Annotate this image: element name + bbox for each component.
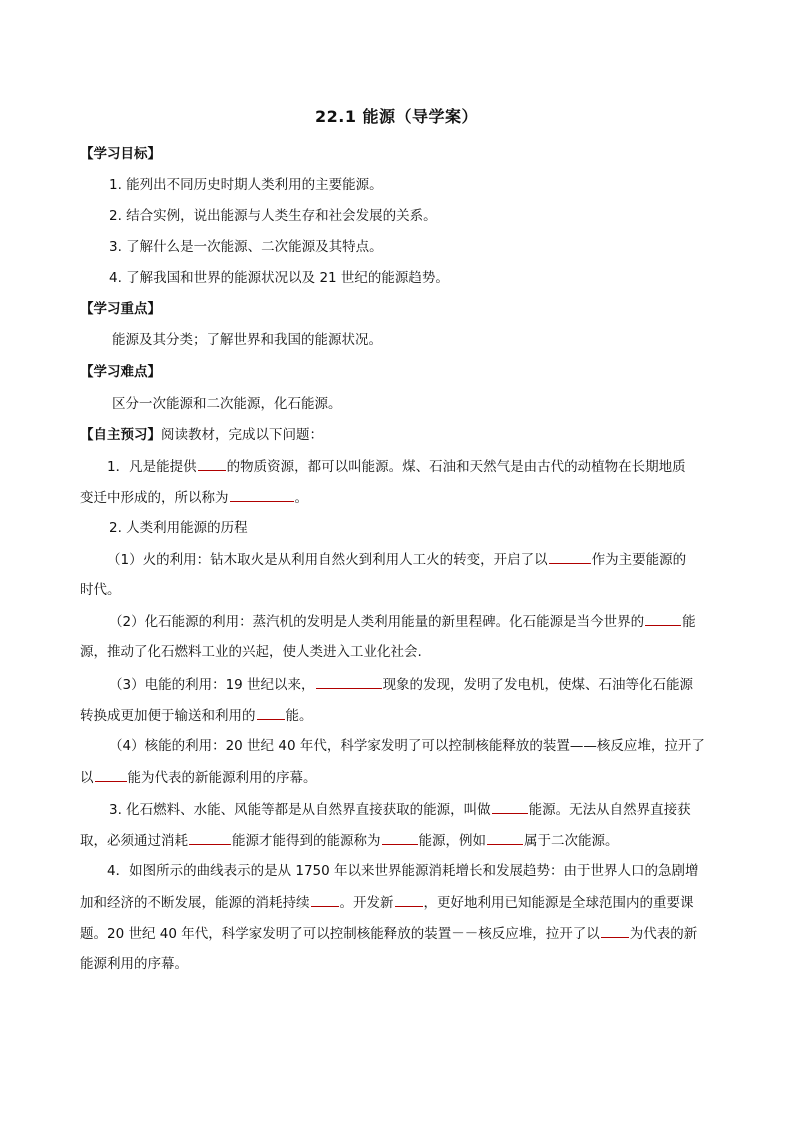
- nuclear-line-2: [80, 767, 317, 788]
- electric-line-2: [80, 705, 313, 726]
- q4-text: 为代表的新: [629, 926, 698, 942]
- question-3-line-1: [109, 799, 691, 820]
- answer-blank[interactable]: [492, 799, 528, 814]
- difficulty-text: 区分一次能源和二次能源，化石能源。: [112, 396, 342, 412]
- q1-text: 1．凡是能提供: [107, 459, 197, 475]
- difficulty-heading: 【学习难点】: [80, 364, 161, 380]
- answer-blank[interactable]: [230, 487, 294, 502]
- fire-text: （1）火的利用：钻木取火是从利用自然火到利用人工火的转变，开启了以: [107, 552, 548, 568]
- question-1-line-2: [80, 487, 308, 508]
- fossil-text: 能: [682, 614, 696, 630]
- answer-blank[interactable]: [487, 830, 523, 845]
- q3-text: 能源才能得到的能源称为: [232, 833, 381, 849]
- nuclear-text: 能为代表的新能源利用的序幕。: [127, 770, 317, 786]
- electric-line-1: [109, 674, 693, 695]
- answer-blank[interactable]: [645, 611, 681, 626]
- question-2-title: 2. 人类利用能源的历程: [109, 520, 248, 536]
- goal-item: 1. 能列出不同历史时期人类利用的主要能源。: [109, 177, 383, 193]
- fossil-line-1: [109, 611, 696, 632]
- q4-text: ，更好地利用已知能源是全球范围内的重要课: [423, 895, 694, 911]
- question-4-line-1: 4．如图所示的曲线表示的是从 1750 年以来世界能源消耗增长和发展趋势：由于世界人口的急剧增: [107, 863, 699, 879]
- answer-blank[interactable]: [395, 892, 423, 907]
- answer-blank[interactable]: [316, 674, 382, 689]
- fossil-line-2: 源，推动了化石燃料工业的兴起，使人类进入工业化社会.: [80, 644, 422, 660]
- preview-header: [80, 425, 323, 445]
- preview-heading: 【自主预习】: [80, 427, 161, 443]
- answer-blank[interactable]: [311, 892, 339, 907]
- answer-blank[interactable]: [198, 456, 226, 471]
- fossil-text: （2）化石能源的利用：蒸汽机的发明是人类利用能量的新里程碑。化石能源是当今世界的: [109, 614, 645, 630]
- q3-text: 属于二次能源。: [524, 833, 619, 849]
- electric-text: 能。: [285, 708, 313, 724]
- nuclear-line-1: （4）核能的利用：20 世纪 40 年代，科学家发明了可以控制核能释放的装置——核反应堆，拉开了: [109, 738, 705, 754]
- q4-text: 。开发新: [339, 895, 394, 911]
- q3-text: 能源。无法从自然界直接获: [528, 802, 691, 818]
- q4-text: 加和经济的不断发展，能源的消耗持续: [80, 895, 310, 911]
- fire-line-1: [107, 549, 686, 570]
- electric-text: 转换成更加便于输送和利用的: [80, 708, 256, 724]
- answer-blank[interactable]: [95, 767, 127, 782]
- answer-blank[interactable]: [257, 705, 285, 720]
- q1-text: 的物质资源，都可以叫能源。煤、石油和天然气是由古代的动植物在长期地质: [226, 459, 686, 475]
- answer-blank[interactable]: [189, 830, 231, 845]
- page-title: 22.1 能源（导学案）: [314, 107, 479, 126]
- nuclear-text: 以: [80, 770, 94, 786]
- electric-text: 现象的发现，发明了发电机，使煤、石油等化石能源: [382, 677, 694, 693]
- q1-text: 。: [294, 490, 308, 506]
- question-3-line-2: [80, 830, 619, 851]
- key-heading: 【学习重点】: [80, 301, 161, 317]
- question-1-line-1: [107, 456, 686, 477]
- question-4-line-2: [80, 892, 694, 913]
- fire-text: 作为主要能源的: [591, 552, 687, 568]
- goal-item: 3. 了解什么是一次能源、二次能源及其特点。: [109, 239, 383, 255]
- electric-text: （3）电能的利用：19 世纪以来，: [109, 677, 315, 693]
- answer-blank[interactable]: [549, 549, 591, 564]
- question-4-line-3: [80, 923, 697, 944]
- question-4-line-4: 能源利用的序幕。: [80, 956, 188, 972]
- answer-blank[interactable]: [601, 923, 629, 938]
- q3-text: 3. 化石燃料、水能、风能等都是从自然界直接获取的能源，叫做: [109, 802, 491, 818]
- goal-item: 4. 了解我国和世界的能源状况以及 21 世纪的能源趋势。: [109, 270, 449, 286]
- q1-text: 变迁中形成的，所以称为: [80, 490, 229, 506]
- key-text: 能源及其分类；了解世界和我国的能源状况。: [112, 332, 382, 348]
- q3-text: 能源，例如: [418, 833, 486, 849]
- q4-text: 题。20 世纪 40 年代，科学家发明了可以控制核能释放的装置－－核反应堆，拉开了以: [80, 926, 600, 942]
- preview-intro: 阅读教材，完成以下问题：: [161, 427, 323, 443]
- goal-item: 2. 结合实例，说出能源与人类生存和社会发展的关系。: [109, 208, 437, 224]
- q3-text: 取，必须通过消耗: [80, 833, 188, 849]
- goals-heading: 【学习目标】: [80, 146, 161, 162]
- answer-blank[interactable]: [382, 830, 418, 845]
- fire-line-2: 时代。: [80, 582, 121, 598]
